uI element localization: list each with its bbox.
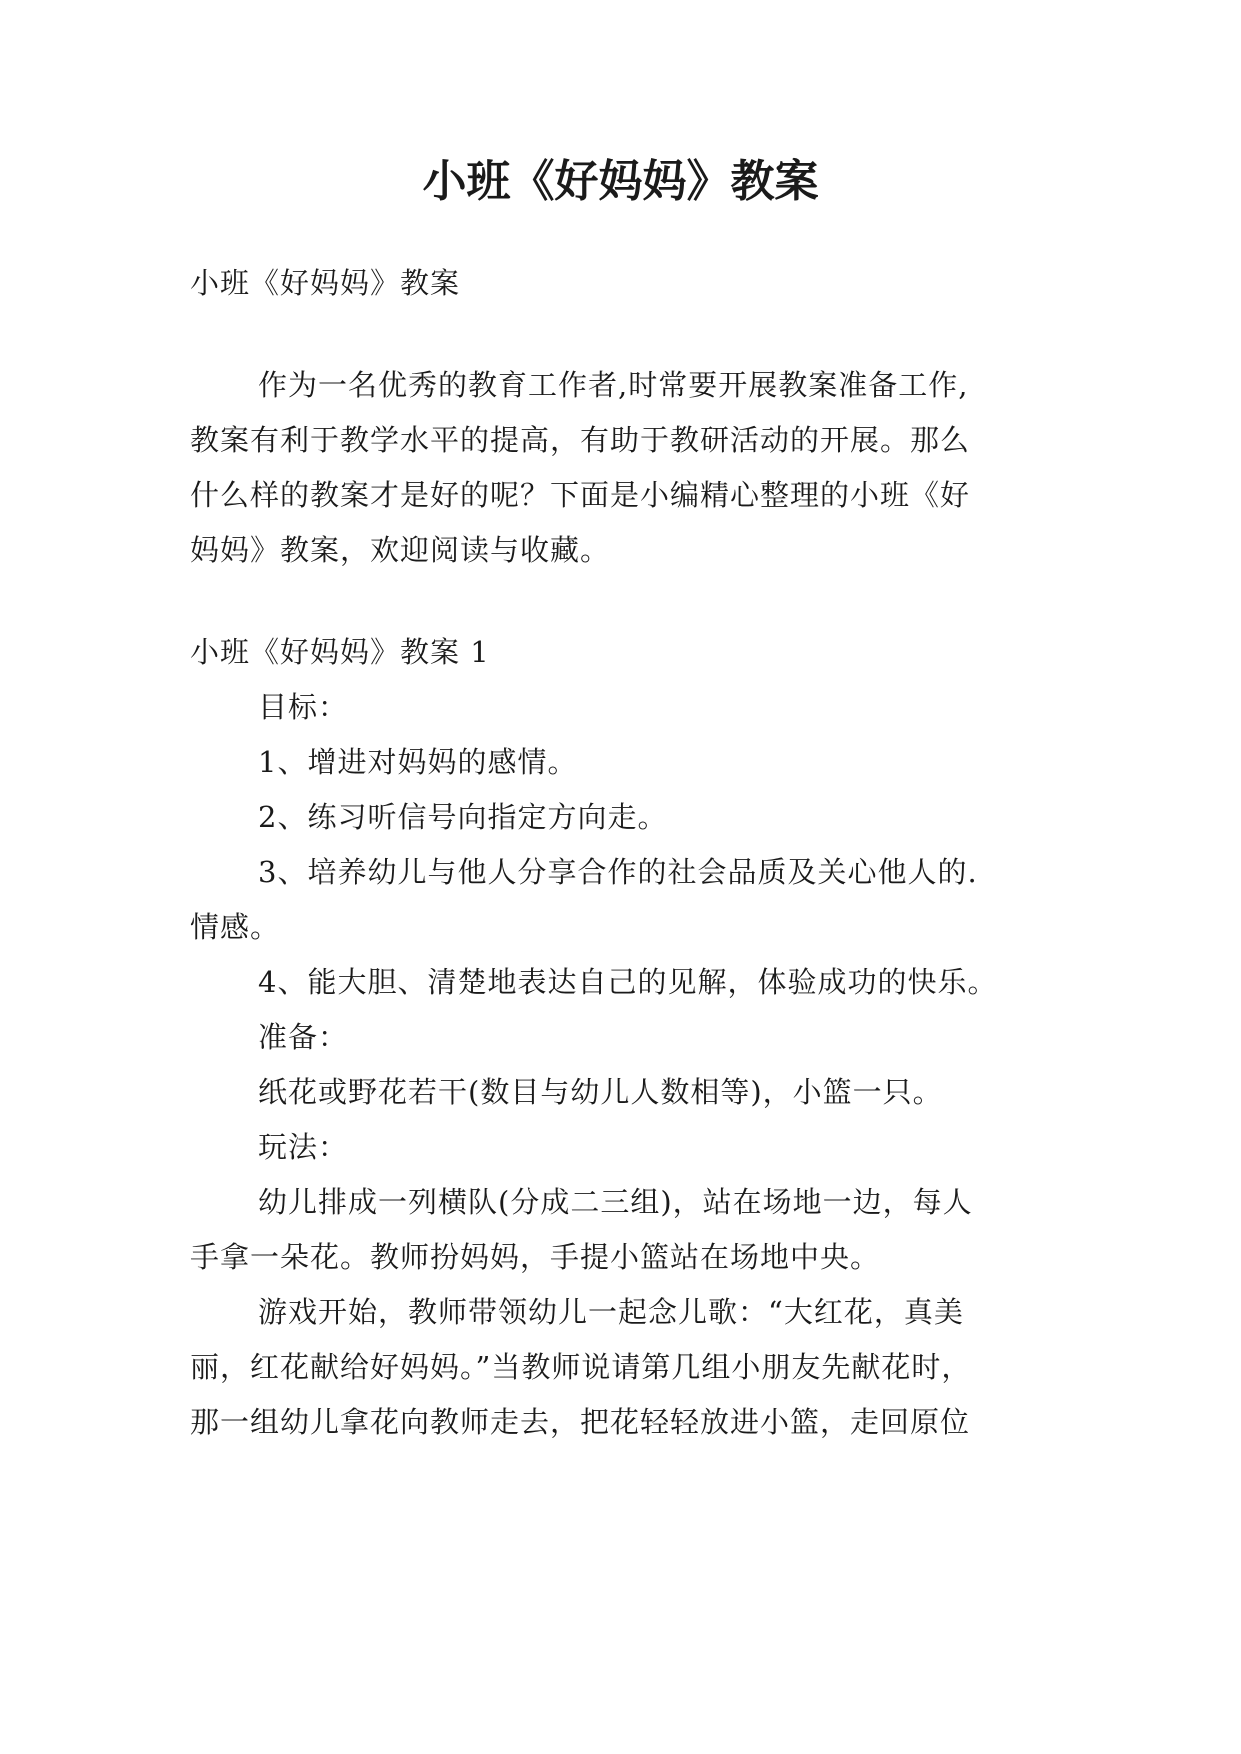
goal-item-3-line-1: 3、培养幼儿与他人分享合作的社会品质及关心他人的. (258, 855, 978, 889)
play-paragraph-2-line-1: 游戏开始，教师带领幼儿一起念儿歌：“大红花，真美 (258, 1295, 964, 1329)
prep-label: 准备： (258, 1020, 349, 1054)
goal-item-2: 2、练习听信号向指定方向走。 (258, 800, 668, 834)
document-subtitle: 小班《好妈妈》教案 (190, 266, 461, 300)
play-paragraph-2-line-2: 丽，红花献给好妈妈。”当教师说请第几组小朋友先献花时， (190, 1350, 972, 1384)
intro-line-3: 什么样的教案才是好的呢？下面是小编精心整理的小班《好 (190, 478, 971, 512)
prep-text: 纸花或野花若干(数目与幼儿人数相等)，小篮一只。 (258, 1075, 943, 1109)
goal-item-3-line-2: 情感。 (190, 910, 281, 944)
play-paragraph-1-line-2: 手拿一朵花。教师扮妈妈，手提小篮站在场地中央。 (190, 1240, 881, 1274)
play-label: 玩法： (258, 1130, 349, 1164)
intro-line-4: 妈妈》教案，欢迎阅读与收藏。 (190, 533, 611, 567)
section-heading: 小班《好妈妈》教案 1 (190, 635, 490, 669)
goal-item-1: 1、增进对妈妈的感情。 (258, 745, 578, 779)
goal-label: 目标： (258, 690, 349, 724)
intro-line-2: 教案有利于教学水平的提高，有助于教研活动的开展。那么 (190, 423, 971, 457)
play-paragraph-1-line-1: 幼儿排成一列横队(分成二三组)，站在场地一边，每人 (258, 1185, 973, 1219)
intro-line-1: 作为一名优秀的教育工作者,时常要开展教案准备工作, (258, 368, 969, 402)
goal-item-4: 4、能大胆、清楚地表达自己的见解，体验成功的快乐。 (258, 965, 998, 999)
document-title: 小班《好妈妈》教案 (422, 156, 819, 207)
play-paragraph-2-line-3: 那一组幼儿拿花向教师走去，把花轻轻放进小篮，走回原位 (190, 1405, 971, 1439)
